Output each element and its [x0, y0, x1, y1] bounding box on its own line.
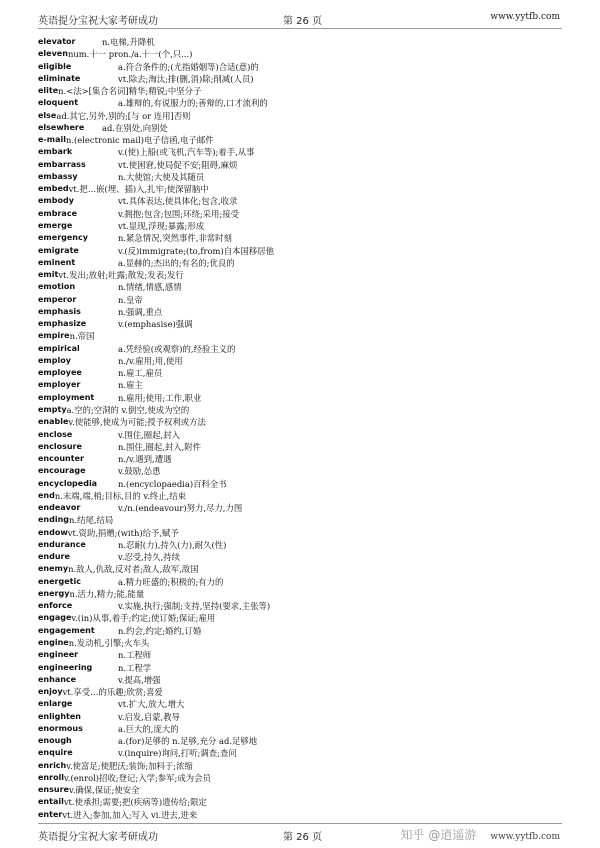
vocab-entry [38, 588, 568, 600]
entry-word: encyclopedia [38, 478, 98, 488]
vocab-entry [38, 563, 568, 575]
entry-definition: a.雄辩的,有说服力的;善辩的,口才流利的 [118, 98, 268, 109]
entry-definition: n.结尾,结局 [69, 515, 114, 526]
entry-definition: n.帝国 [69, 331, 95, 342]
zhihu-watermark: 知乎 @逍遥游 [400, 828, 477, 842]
entry-definition: vt.进入;参加,加入;写入 vi.进去,进来 [62, 809, 198, 820]
vocab-entry [38, 809, 568, 821]
entry-word: enclose [38, 429, 73, 439]
entry-definition: vt.资助,捐赠;(with)给予,赋予 [67, 527, 179, 538]
header-rule [38, 28, 562, 29]
vocab-entry [38, 404, 568, 416]
entry-word: endow [38, 527, 68, 537]
entry-definition: n.工程师 [118, 650, 152, 661]
vocab-entry [38, 110, 568, 122]
entry-definition: n.强调,重点 [118, 306, 163, 317]
entry-word: empty [38, 404, 67, 414]
vocab-entry [38, 576, 568, 588]
entry-definition: vt.除去;淘汰;排(删,消)除;削减(人员) [118, 73, 254, 84]
entry-word: empire [38, 331, 70, 341]
vocab-entry [38, 698, 568, 710]
entry-word: embarrass [38, 159, 86, 169]
entry-definition: n./v.雇用;用,使用 [118, 355, 183, 366]
entry-definition: v.使富足;使肥沃;装饰;加料于;浓缩 [66, 760, 193, 771]
vocabulary-list [38, 36, 568, 821]
vocab-entry [38, 453, 568, 465]
entry-definition: v.(in)从事,着手;约定;使订婚;保证;雇用 [71, 613, 216, 624]
entry-definition: v.围住,圈起,封入 [118, 429, 180, 440]
entry-definition: n.忍耐(力),持久(力),耐久(性) [118, 539, 227, 550]
entry-word: emotion [38, 282, 76, 292]
vocab-entry [38, 625, 568, 637]
entry-word: enormous [38, 723, 83, 733]
page-footer [0, 828, 600, 844]
vocab-entry [38, 441, 568, 453]
entry-word: enhance [38, 674, 77, 684]
vocab-entry [38, 159, 568, 171]
vocab-entry [38, 527, 568, 539]
entry-word: eminent [38, 257, 76, 267]
entry-word: enroll [38, 772, 65, 782]
entry-definition: v.使能够,使成为可能;授予权利或方法 [68, 417, 206, 428]
entry-word: ending [38, 515, 70, 525]
vocab-entry [38, 269, 568, 281]
entry-word: emperor [38, 294, 77, 304]
entry-definition: ad.在别处,向别处 [102, 122, 168, 133]
header-website: www.yytfb.com [490, 12, 560, 22]
entry-definition: n./v.遇到,遭遇 [118, 454, 172, 465]
entry-word: eloquent [38, 98, 79, 108]
entry-word: e-mail [38, 135, 66, 145]
vocab-entry [38, 760, 568, 772]
entry-definition: n.工程学 [118, 662, 152, 673]
entry-word: eleven [38, 49, 68, 59]
entry-definition: a.精力旺盛的;积极的;有力的 [118, 576, 224, 587]
vocab-entry [38, 220, 568, 232]
entry-definition: n.紧急情况,突然事件,非常时刻 [118, 233, 232, 244]
entry-definition: v.实施,执行;强制;支持,坚持(要求,主张等) [118, 601, 271, 612]
entry-definition: n.情绪,情感,感情 [118, 282, 182, 293]
vocab-entry [38, 539, 568, 551]
entry-definition: a.符合条件的;(尤指婚姻等)合适(意)的 [118, 61, 259, 72]
entry-definition: n.发动机,引擎;火车头 [68, 638, 150, 649]
vocab-entry [38, 257, 568, 269]
entry-definition: n.皇帝 [118, 294, 143, 305]
vocab-entry [38, 711, 568, 723]
vocab-entry [38, 281, 568, 293]
entry-definition: a.巨大的,庞大的 [118, 723, 179, 734]
vocab-entry [38, 294, 568, 306]
entry-definition: v./n.(endeavour)努力,尽力,力图 [118, 503, 243, 514]
entry-word: ensure [38, 785, 69, 795]
entry-word: enter [38, 809, 63, 819]
vocab-entry [38, 379, 568, 391]
vocab-entry [38, 245, 568, 257]
entry-definition: n.约会,约定;婚约,订婚 [118, 625, 202, 636]
entry-word: enquire [38, 748, 73, 758]
vocab-entry [38, 171, 568, 183]
entry-word: enclosure [38, 441, 82, 451]
entry-definition: num.十一 pron./a.十一(个,只...) [67, 49, 193, 60]
entry-definition: vt.把…嵌(埋、插)入,扎牢;使深留脑中 [68, 184, 209, 195]
vocab-entry [38, 649, 568, 661]
entry-definition: v.(反)immigrate;(to,from)自本国移居他 [118, 245, 274, 256]
entry-definition: vt.使困窘,使局促不安;阻碍,麻烦 [118, 159, 238, 170]
vocab-entry [38, 367, 568, 379]
entry-definition: a.显赫的;杰出的;有名的;优良的 [118, 257, 235, 268]
vocab-entry [38, 330, 568, 342]
entry-word: employ [38, 355, 71, 365]
entry-word: entail [38, 797, 64, 807]
footer-rule [38, 823, 562, 824]
vocab-entry [38, 478, 568, 490]
vocab-entry [38, 85, 568, 97]
entry-word: endeavor [38, 503, 81, 513]
entry-word: emphasize [38, 319, 87, 329]
entry-word: enrich [38, 760, 67, 770]
vocab-entry [38, 232, 568, 244]
vocab-entry [38, 343, 568, 355]
vocab-entry [38, 514, 568, 526]
vocab-entry [38, 796, 568, 808]
vocab-entry [38, 784, 568, 796]
vocab-entry [38, 465, 568, 477]
entry-definition: v.鼓励,怂恿 [118, 466, 161, 477]
vocab-entry [38, 195, 568, 207]
vocab-entry [38, 122, 568, 134]
entry-definition: n.雇主 [118, 380, 143, 391]
vocab-entry [38, 612, 568, 624]
footer-right [401, 826, 560, 843]
entry-word: enable [38, 417, 69, 427]
entry-definition: n.(electronic mail)电子信函,电子邮件 [65, 135, 214, 146]
vocab-entry [38, 662, 568, 674]
entry-word: endurance [38, 539, 86, 549]
entry-definition: a.(for)足够的 n.足够,充分 ad.足够地 [118, 736, 258, 747]
vocab-entry [38, 772, 568, 784]
entry-word: endure [38, 552, 70, 562]
entry-word: end [38, 490, 55, 500]
vocab-entry [38, 48, 568, 60]
entry-word: emphasis [38, 306, 81, 316]
entry-word: embassy [38, 171, 78, 181]
vocab-entry [38, 686, 568, 698]
entry-word: employee [38, 368, 82, 378]
vocab-entry [38, 61, 568, 73]
entry-definition: v.(emphasise)强调 [118, 319, 193, 330]
entry-definition: ad.其它,另外,别的;[与 or 连用]否则 [56, 110, 191, 121]
entry-word: elite [38, 86, 59, 96]
entry-word: engine [38, 638, 69, 648]
entry-definition: v.确保,保证;使安全 [68, 785, 140, 796]
entry-definition: vt.使承担;需要;把(疾病等)遗传给;限定 [63, 797, 207, 808]
footer-page-number: 第 26 页 [283, 832, 323, 843]
footer-website: www.yytfb.com [490, 832, 560, 842]
entry-definition: vt.具体表达,使具体化;包含,收录 [118, 196, 238, 207]
entry-word: energetic [38, 576, 81, 586]
vocab-entry [38, 551, 568, 563]
entry-definition: vt.发出;放射;吐露;散发;发表;发行 [58, 270, 184, 281]
entry-word: emerge [38, 220, 73, 230]
header-left-text: 英语提分宝祝大家考研成功 [38, 16, 158, 27]
vocab-entry [38, 490, 568, 502]
vocab-entry [38, 36, 568, 48]
entry-word: enough [38, 736, 72, 746]
entry-word: embed [38, 184, 69, 194]
vocab-entry [38, 502, 568, 514]
header-page-number: 第 26 页 [283, 16, 323, 27]
entry-word: eligible [38, 61, 72, 71]
entry-definition: n.末端,端,梢;目标,目的 v.终止,结束 [54, 490, 186, 501]
vocab-entry [38, 183, 568, 195]
entry-word: emit [38, 270, 59, 280]
entry-word: engage [38, 613, 72, 623]
entry-word: energy [38, 588, 70, 598]
entry-definition: v.启发,启蒙,教导 [118, 711, 180, 722]
vocab-entry [38, 637, 568, 649]
entry-word: embody [38, 196, 74, 206]
entry-definition: a.空的;空洞的 v.倒空,使成为空的 [66, 404, 190, 415]
entry-definition: vt.显现,浮现;暴露;形成 [118, 220, 205, 231]
entry-definition: v.提高,增强 [118, 674, 161, 685]
vocab-entry [38, 674, 568, 686]
vocab-entry [38, 747, 568, 759]
vocab-entry [38, 306, 568, 318]
entry-word: enemy [38, 564, 69, 574]
vocab-entry [38, 73, 568, 85]
entry-word: enforce [38, 601, 73, 611]
entry-definition: n.电梯,升降机 [102, 37, 155, 47]
vocab-entry [38, 429, 568, 441]
entry-word: elsewhere [38, 122, 85, 132]
entry-word: enjoy [38, 687, 63, 697]
entry-definition: n.敌人,仇敌,反对者;敌人,敌军,敌国 [68, 564, 199, 575]
entry-definition: vt.享受…的乐趣;欣赏;喜爱 [62, 687, 163, 698]
page-header [0, 12, 600, 28]
entry-definition: n.活力,精力;能,能量 [69, 588, 145, 599]
vocab-entry [38, 416, 568, 428]
entry-word: empirical [38, 343, 80, 353]
entry-word: engineering [38, 662, 93, 672]
entry-word: employment [38, 392, 95, 402]
entry-definition: n.围住,圈起,封入,附件 [118, 441, 202, 452]
entry-definition: vt.扩大,放大,增大 [118, 699, 185, 710]
entry-definition: v.忍受,持久,持续 [118, 552, 180, 563]
entry-word: enlarge [38, 699, 73, 709]
entry-definition: v.拥抱;包含;包围;环绕;采用;接受 [118, 208, 240, 219]
entry-definition: n.雇工,雇员 [118, 368, 163, 379]
vocab-entry [38, 392, 568, 404]
entry-definition: n.大使馆;大使及其随员 [118, 171, 205, 182]
vocab-entry [38, 600, 568, 612]
entry-word: emergency [38, 233, 88, 243]
vocab-entry [38, 134, 568, 146]
vocab-entry [38, 355, 568, 367]
entry-definition: n.<法>[集合名词]精华;精锐;中坚分子 [58, 86, 202, 97]
entry-definition: v.(enrol)招收;登记;入学;参军;成为会员 [64, 772, 211, 783]
entry-definition: a.凭经验(或观察)的,经验主义的 [118, 343, 236, 354]
entry-word: engineer [38, 650, 79, 660]
vocab-entry [38, 146, 568, 158]
footer-left-text: 英语提分宝祝大家考研成功 [38, 832, 158, 843]
entry-definition: n.雇用;使用;工作,职业 [118, 392, 202, 403]
entry-word: engagement [38, 625, 95, 635]
entry-word: employer [38, 380, 81, 390]
entry-word: eliminate [38, 73, 81, 83]
vocab-entry [38, 318, 568, 330]
entry-word: embrace [38, 208, 77, 218]
entry-word: encounter [38, 454, 84, 464]
entry-definition: v.(inquire)询问,打听;调查;查问 [118, 748, 237, 759]
entry-word: embark [38, 147, 73, 157]
entry-word: elevator [38, 37, 76, 46]
entry-definition: v.(使)上船(或飞机,汽车等);着手,从事 [118, 147, 255, 158]
entry-word: encourage [38, 466, 86, 476]
entry-word: emigrate [38, 245, 79, 255]
entry-word: enlighten [38, 711, 81, 721]
vocab-entry [38, 97, 568, 109]
entry-word: else [38, 110, 57, 120]
entry-definition: n.(encyclopaedia)百科全书 [118, 478, 227, 489]
vocab-entry [38, 735, 568, 747]
vocab-entry [38, 723, 568, 735]
vocab-entry [38, 208, 568, 220]
